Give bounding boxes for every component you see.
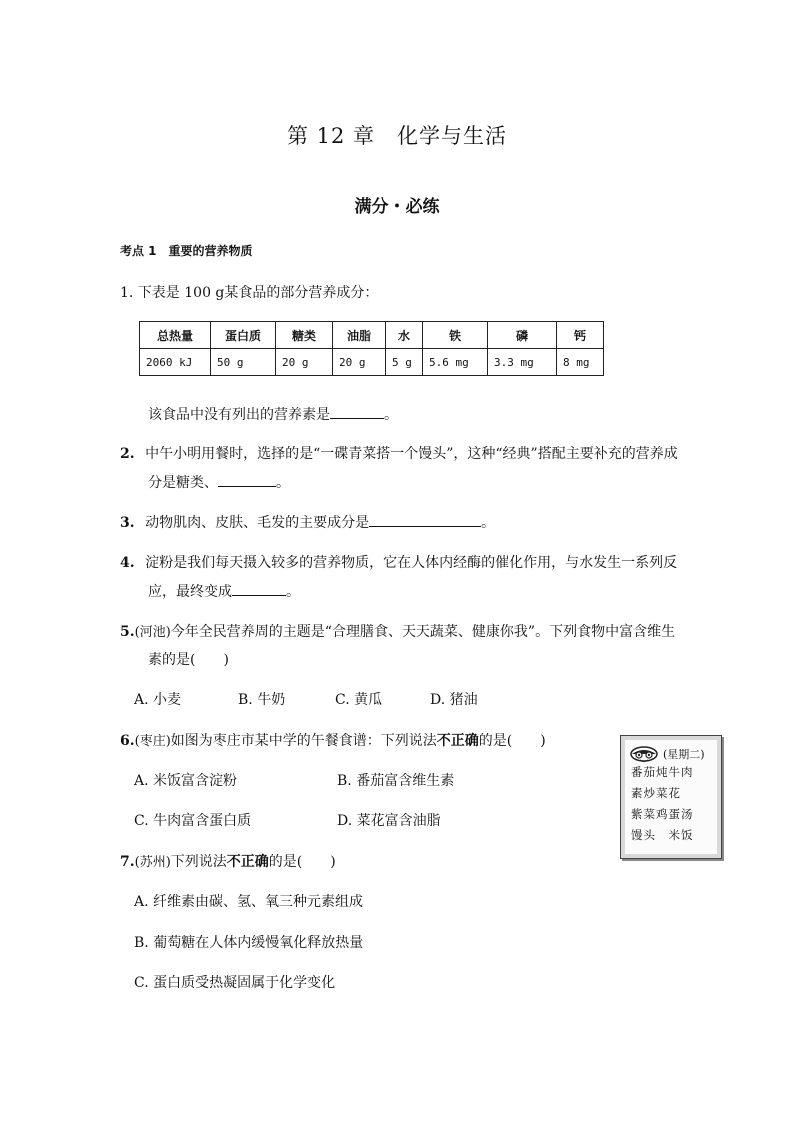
question-1-prompt [148, 404, 398, 425]
question-2-continued [148, 472, 290, 493]
table-header-cell: 磷 [488, 322, 557, 349]
question-6-text: 如图为枣庄市某中学的午餐食谱：下列说法 [170, 733, 437, 749]
question-6 [120, 731, 546, 752]
question-1-number: 1. [120, 285, 134, 301]
table-header-cell: 油脂 [333, 322, 386, 349]
question-7-option-c[interactable]: C. 蛋白质受热凝固属于化学变化 [134, 975, 336, 991]
question-4-continued [148, 581, 300, 602]
nutrition-table-header-row [140, 322, 604, 349]
question-6-number: 6. [120, 733, 135, 749]
question-1-text: 下表是 100 g某食品的部分营养成分： [137, 285, 379, 301]
answer-blank[interactable] [218, 472, 276, 487]
question-6-option-d[interactable]: D. 菜花富含油脂 [337, 813, 441, 829]
table-cell: 2060 kJ [140, 349, 211, 376]
answer-blank[interactable] [232, 581, 286, 596]
question-4-line-2: 应，最终变成 [148, 584, 232, 600]
question-7-source: (苏州) [134, 855, 171, 870]
question-6-source: (枣庄) [134, 734, 171, 749]
question-7 [120, 852, 336, 873]
question-1-prompt-text: 该食品中没有列出的营养素是 [148, 407, 330, 423]
question-4-number: 4. [120, 555, 135, 571]
table-cell: 3.3 mg [488, 349, 557, 376]
lunch-menu-image [620, 735, 722, 859]
question-6-option-a[interactable]: A. 米饭富含淀粉 [134, 773, 238, 789]
question-7-option-a[interactable]: A. 纤维素由碳、氢、氧三种元素组成 [134, 894, 364, 910]
nutrition-table-value-row [140, 349, 604, 376]
topic-heading: 考点 1 重要的营养物质 [120, 244, 253, 258]
punctuation: 。 [384, 407, 398, 423]
question-5-option-a[interactable]: A. 小麦 [134, 692, 182, 708]
question-6-option-b[interactable]: B. 番茄富含维生素 [337, 773, 455, 789]
chapter-title: 第 12 章 化学与生活 [286, 124, 508, 148]
table-header-cell: 总热量 [140, 322, 211, 349]
menu-day: (星期二) [663, 748, 705, 761]
table-cell: 20 g [276, 349, 333, 376]
question-7-option-b[interactable]: B. 葡萄糖在人体内缓慢氧化释放热量 [134, 935, 364, 951]
nutrition-table [139, 321, 604, 376]
menu-line: 素炒菜花 [631, 786, 681, 800]
question-5-source: (河池) [134, 625, 171, 640]
question-4-line-1: 淀粉是我们每天摄入较多的营养物质，它在人体内经酶的催化作用，与水发生一系列反 [145, 555, 678, 571]
punctuation: 。 [286, 584, 300, 600]
table-cell: 50 g [211, 349, 276, 376]
table-header-cell: 钙 [557, 322, 604, 349]
punctuation: 。 [481, 515, 496, 531]
chef-cartoon-icon [628, 744, 660, 764]
lunch-menu-card [625, 740, 717, 854]
menu-line: 馒头 米饭 [631, 828, 694, 842]
question-6-emphasis: 不正确 [436, 733, 479, 749]
punctuation: 。 [276, 475, 290, 491]
question-7-number: 7. [120, 854, 135, 870]
menu-line: 紫菜鸡蛋汤 [631, 807, 694, 821]
question-5-line-1: 今年全民营养周的主题是“合理膳食、天天蔬菜、健康你我”。下列食物中富含维生 [170, 624, 676, 640]
question-5-line-2: 素的是( ) [148, 652, 229, 668]
table-header-cell: 蛋白质 [211, 322, 276, 349]
question-1 [120, 283, 378, 303]
question-7-text: 下列说法 [170, 854, 227, 870]
question-5-number: 5. [120, 624, 135, 640]
question-7-emphasis: 不正确 [226, 854, 269, 870]
question-2 [120, 444, 678, 464]
question-3-text: 动物肌肉、皮肤、毛发的主要成分是 [145, 515, 370, 531]
menu-line: 番茄炖牛肉 [631, 765, 694, 779]
answer-blank[interactable] [369, 512, 481, 527]
table-cell: 8 mg [557, 349, 604, 376]
question-4 [120, 553, 677, 573]
table-cell: 20 g [333, 349, 386, 376]
question-3-number: 3. [120, 515, 135, 531]
question-2-line-2: 分是糖类、 [148, 475, 218, 491]
question-5-option-c[interactable]: C. 黄瓜 [335, 692, 383, 708]
table-header-cell: 糖类 [276, 322, 333, 349]
question-7-text-end: 的是( ) [268, 854, 336, 870]
question-6-text-end: 的是( ) [478, 733, 546, 749]
question-6-option-c[interactable]: C. 牛肉富含蛋白质 [134, 813, 252, 829]
table-cell: 5 g [386, 349, 423, 376]
question-2-line-1: 中午小明用餐时，选择的是“一碟青菜搭一个馒头”，这种“经典”搭配主要补充的营养成 [145, 446, 678, 462]
question-2-number: 2. [120, 446, 135, 462]
question-5-option-b[interactable]: B. 牛奶 [238, 692, 286, 708]
table-header-cell: 铁 [423, 322, 488, 349]
question-5 [120, 622, 675, 643]
section-subtitle: 满分・必练 [354, 197, 440, 217]
question-3 [120, 512, 495, 533]
answer-blank[interactable] [330, 404, 384, 419]
table-cell: 5.6 mg [423, 349, 488, 376]
question-5-option-d[interactable]: D. 猪油 [430, 692, 478, 708]
table-header-cell: 水 [386, 322, 423, 349]
